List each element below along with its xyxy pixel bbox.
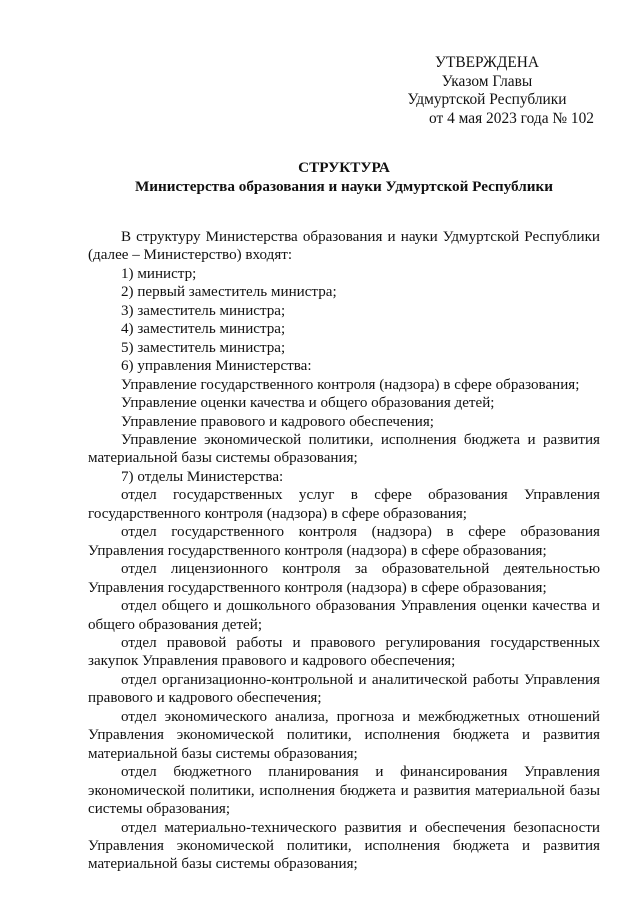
- list-item: 3) заместитель министра;: [121, 302, 286, 319]
- division-item: отдел государственного контроля (надзора) в сфере образования Управления государственного контроля (надзора) в сфере образования;: [88, 524, 600, 559]
- approval-region: Удмуртской Республики: [407, 91, 567, 109]
- intro-paragraph: В структуру Министерства образования и науки Удмуртской Республики (далее – Министерство) входят:: [88, 229, 600, 264]
- division-item: отдел общего и дошкольного образования Управления оценки качества и общего образования детей;: [88, 598, 600, 633]
- list-item: 1) министр;: [121, 265, 197, 282]
- title-subheading: Министерства образования и науки Удмуртской Республики: [134, 178, 554, 195]
- department-item: Управление оценки качества и общего образования детей;: [121, 395, 495, 412]
- title-heading: СТРУКТУРА: [298, 159, 390, 176]
- department-item: Управление экономической политики, исполнения бюджета и развития материальной базы системы образования;: [88, 431, 600, 467]
- approval-decree: Указом Главы: [441, 72, 533, 90]
- division-item: отдел экономического анализа, прогноза и межбюджетных отношений Управления экономической политики, исполнения бюджета и развития материальной базы системы образования;: [88, 708, 600, 762]
- list-item: 4) заместитель министра;: [121, 321, 286, 338]
- divisions-heading: 7) отделы Министерства:: [121, 468, 284, 485]
- list-item: 2) первый заместитель министра;: [121, 284, 337, 301]
- list-item: 5) заместитель министра;: [121, 339, 286, 356]
- approval-status: УТВЕРЖДЕНА: [435, 54, 539, 71]
- division-item: отдел организационно-контрольной и аналитической работы Управления правового и кадрового обеспечения;: [88, 671, 600, 707]
- approval-stamp: [380, 54, 594, 128]
- department-item: Управление правового и кадрового обеспечения;: [121, 413, 434, 430]
- division-item: отдел бюджетного планирования и финансирования Управления экономической политики, исполнения бюджета и развития материальной базы системы образования;: [88, 764, 600, 818]
- list-item: 6) управления Министерства:: [121, 358, 312, 375]
- approval-date: от 4 мая 2023 года № 102: [429, 109, 594, 127]
- division-item: отдел правовой работы и правового регулирования государственных закупок Управления правового и кадрового обеспечения;: [88, 634, 600, 670]
- division-item: отдел лицензионного контроля за образовательной деятельностью Управления государственного контроля (надзора) в сфере образования;: [88, 561, 600, 596]
- division-item: отдел материально-технического развития и обеспечения безопасности Управления экономической политики, исполнения бюджета и развития материальной базы системы образования;: [88, 819, 600, 873]
- document-title: [88, 158, 600, 196]
- division-item: отдел государственных услуг в сфере образования Управления государственного контроля (надзора) в сфере образования;: [88, 487, 600, 522]
- department-item: Управление государственного контроля (надзора) в сфере образования;: [121, 376, 580, 393]
- document-body: [88, 228, 600, 874]
